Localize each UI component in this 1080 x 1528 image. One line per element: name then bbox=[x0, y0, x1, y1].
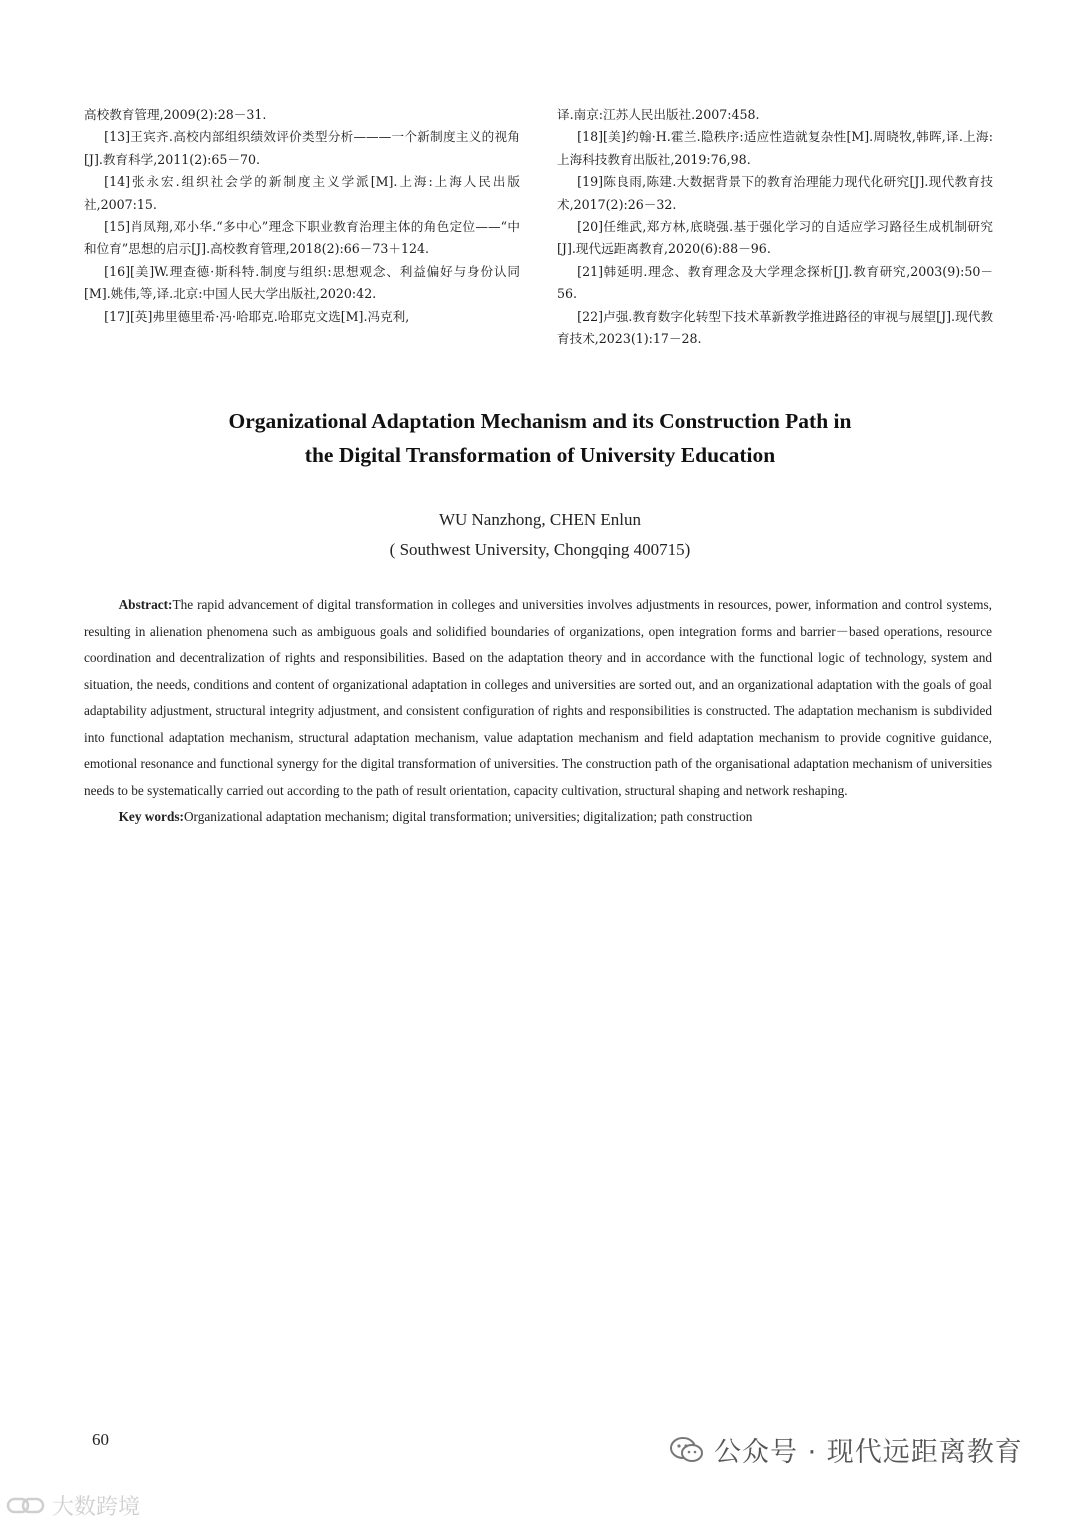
title-line-1: Organizational Adaptation Mechanism and its Construction Path in bbox=[228, 409, 852, 433]
references-left-column bbox=[84, 104, 520, 328]
author-names: WU Nanzhong, CHEN Enlun bbox=[438, 510, 642, 529]
reference-21: [21]韩延明.理念、教育理念及大学理念探析[J].教育研究,2003(9):50－56. bbox=[557, 263, 993, 302]
reference-16: [16][美]W.理查德·斯科特.制度与组织:思想观念、利益偏好与身份认同[M].姚伟,等,译.北京:中国人民大学出版社,2020:42. bbox=[84, 263, 520, 302]
wechat-icon bbox=[670, 1436, 704, 1464]
paper-title bbox=[0, 404, 1080, 472]
title-line-2: the Digital Transformation of University Education bbox=[304, 443, 776, 467]
author-affiliation: ( Southwest University, Chongqing 400715) bbox=[389, 540, 691, 559]
wechat-watermark bbox=[670, 1430, 1023, 1469]
wechat-watermark-text: 公众号 · 现代远距离教育 bbox=[714, 1437, 1023, 1468]
keywords-text: Organizational adaptation mechanism; digital transformation; universities; digitalization; path construction bbox=[183, 809, 753, 824]
reference-17: [17][英]弗里德里希·冯·哈耶克.哈耶克文选[M].冯克利, bbox=[104, 308, 410, 324]
link-icon bbox=[6, 1494, 46, 1518]
abstract-label: Abstract: bbox=[118, 597, 173, 612]
reference-17-continuation: 译.南京:江苏人民出版社.2007:458. bbox=[557, 107, 760, 122]
abstract-section bbox=[84, 592, 992, 831]
reference-continuation: 高校教育管理,2009(2):28－31. bbox=[84, 107, 267, 122]
reference-13: [13]王宾齐.高校内部组织绩效评价类型分析———一个新制度主义的视角[J].教育科学,2011(2):65－70. bbox=[84, 129, 520, 167]
page-number: 60 bbox=[92, 1430, 109, 1449]
abstract-text: The rapid advancement of digital transformation in colleges and universities involves adjustments in resources, power, information and control systems, resulting in alienation phenomena such as ambiguous goals and solidified boundaries of organizations, open integration forms and barrier－based operations, resource coordination and decentralization of rights and responsibilities. Based on the adaptation theory and in accordance with the functional logic of technology, system and situation, the needs, conditions and content of organizational adaptation in colleges and universities are sorted out, and an organizational adaptation with the goals of goal adaptability adjustment, structural integrity adjustment, and consistent configuration of rights and responsibilities is constructed. The adaptation mechanism is subdivided into functional adaptation mechanism, structural adaptation mechanism, value adaptation mechanism and field adaptation mechanism to provide cognitive guidance, emotional resonance and functional synergy for the digital transformation of universities. The construction path of the organisational adaptation mechanism of universities needs to be systematically carried out according to the path of result orientation, capacity cultivation, structural shaping and network reshaping. bbox=[84, 597, 992, 798]
reference-22: [22]卢强.教育数字化转型下技术革新教学推进路径的审视与展望[J].现代教育技术,2023(1):17－28. bbox=[557, 308, 993, 347]
corner-watermark bbox=[6, 1490, 140, 1521]
reference-14: [14]张永宏.组织社会学的新制度主义学派[M].上海:上海人民出版社,2007:15. bbox=[84, 174, 520, 212]
references-right-column bbox=[557, 104, 993, 350]
reference-20: [20]任维武,郑方林,底晓强.基于强化学习的自适应学习路径生成机制研究[J].现代远距离教育,2020(6):88－96. bbox=[557, 219, 993, 257]
keywords-label: Key words: bbox=[118, 809, 184, 824]
author-block bbox=[0, 505, 1080, 565]
keywords-paragraph bbox=[84, 804, 992, 831]
reference-18: [18][美]约翰·H.霍兰.隐秩序:适应性造就复杂性[M].周晓牧,韩晖,译.上海:上海科技教育出版社,2019:76,98. bbox=[557, 129, 993, 167]
corner-watermark-text: 大数跨境 bbox=[52, 1495, 141, 1520]
abstract-paragraph bbox=[84, 592, 992, 804]
reference-15: [15]肖凤翔,邓小华.“多中心”理念下职业教育治理主体的角色定位——“中和位育”思想的启示[J].高校教育管理,2018(2):66－73＋124. bbox=[84, 219, 520, 257]
reference-19: [19]陈良雨,陈建.大数据背景下的教育治理能力现代化研究[J].现代教育技术,2017(2):26－32. bbox=[557, 174, 993, 212]
